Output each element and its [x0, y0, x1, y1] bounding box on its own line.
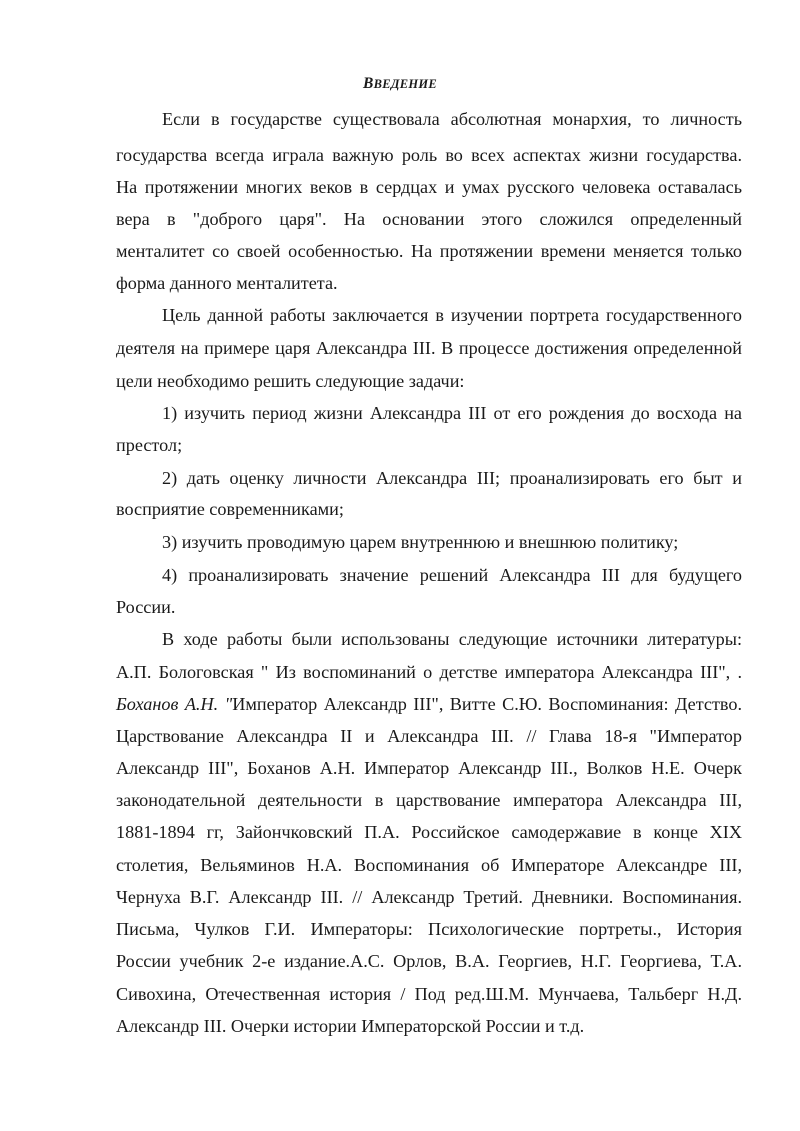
text-line: столетия, Вельяминов Н.А. Воспоминания об Императоре Александре III,	[116, 855, 742, 875]
text-line: А.П. Бологовская " Из воспоминаний о детстве императора Александра III", .	[116, 662, 742, 682]
list-item-line: 4) проанализировать значение решений Александра III для будущего	[162, 565, 742, 585]
text-line: Если в государстве существовала абсолютная монархия, то личность	[162, 109, 742, 129]
text-line: законодательной деятельности в царствование императора Александра III,	[116, 790, 742, 810]
text-line: России учебник 2-е издание.А.С. Орлов, В.А. Георгиев, Н.Г. Георгиева, Т.А.	[116, 951, 742, 971]
italic-author: Боханов А.Н. "	[116, 694, 233, 714]
text-line: Чернуха В.Г. Александр III. // Александр Третий. Дневники. Воспоминания.	[116, 887, 742, 907]
text-line: России.	[116, 597, 176, 617]
text-line: престол;	[116, 435, 183, 455]
text-line: Царствование Александра II и Александра III. // Глава 18-я "Император	[116, 726, 742, 746]
document-heading	[0, 73, 800, 95]
text-line: восприятие современниками;	[116, 499, 344, 519]
text-line: Цель данной работы заключается в изучении портрета государственного	[162, 305, 742, 325]
text-line: Александр III. Очерки истории Императорской России и т.д.	[116, 1016, 585, 1036]
heading-rest: ВЕДЕНИЕ	[373, 77, 438, 91]
text-line: На протяжении многих веков в сердцах и умах русского человека оставалась	[116, 177, 742, 197]
text-line: деятеля на примере царя Александра III. В процессе достижения определенной	[116, 338, 742, 358]
text-line: цели необходимо решить следующие задачи:	[116, 371, 465, 391]
heading-first-letter: В	[362, 75, 374, 92]
text-line: Письма, Чулков Г.И. Императоры: Психологические портреты., История	[116, 919, 742, 939]
text-line: Александр III", Боханов А.Н. Император Александр III., Волков Н.Е. Очерк	[116, 758, 742, 778]
text-line: вера в "доброго царя". На основании этого сложился определенный	[116, 209, 742, 229]
text-line: 1881-1894 гг, Зайончковский П.А. Российское самодержавие в конце XIX	[116, 822, 742, 842]
text-line: государства всегда играла важную роль во всех аспектах жизни государства.	[116, 145, 742, 165]
list-item-line: 1) изучить период жизни Александра III от его рождения до восхода на	[162, 403, 742, 423]
text-line: В ходе работы были использованы следующие источники литературы:	[162, 629, 742, 649]
text-line: Сивохина, Отечественная история / Под ред.Ш.М. Мунчаева, Тальберг Н.Д.	[116, 984, 742, 1004]
list-item-line: 3) изучить проводимую царем внутреннюю и внешнюю политику;	[162, 532, 679, 552]
text-line: менталитет со своей особенностью. На протяжении времени меняется только	[116, 241, 742, 261]
text-line: форма данного менталитета.	[116, 273, 338, 293]
list-item-line: 2) дать оценку личности Александра III; проанализировать его быт и	[162, 468, 742, 488]
text-line	[116, 689, 742, 719]
text-line-rest: Император Александр III", Витте С.Ю. Воспоминания: Детство.	[232, 694, 742, 714]
